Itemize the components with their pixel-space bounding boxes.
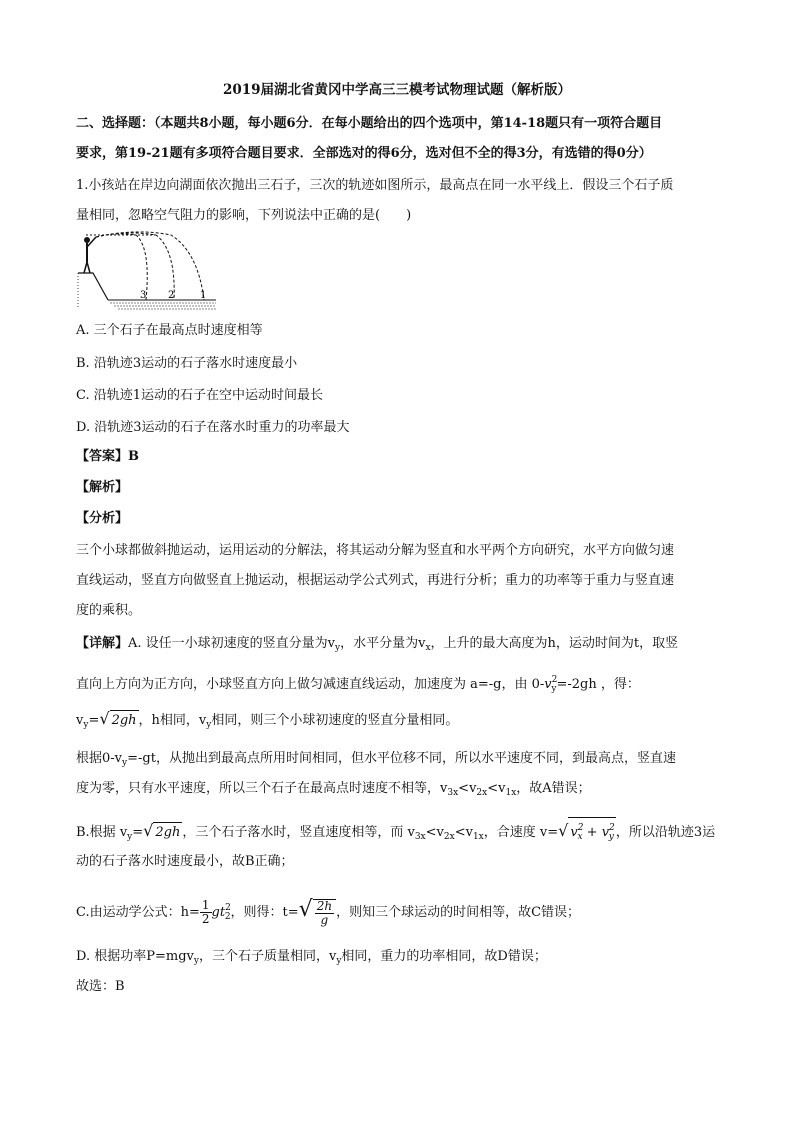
section-heading-line1: 二、选择题：（本题共8小题，每小题6分．在每小题给出的四个选项中，第14-18题只有一项符合题目 — [76, 116, 663, 131]
detail-line9: D. 根据功率P=mgv$_y$，三个石子质量相同，$v_y$相同，重力的功率相同，故D错误； — [76, 949, 547, 966]
analysis-label: 【解析】 — [76, 480, 129, 495]
sqrt-vx2-vy2: $v^2_x + v^2_y$ — [568, 817, 616, 847]
option-d: D. 沿轨迹3运动的石子在落水时重力的功率最大 — [76, 420, 350, 435]
figure-label-1: 1 — [200, 290, 207, 301]
detail-line2: 直向上方向为正方向，小球竖直方向上做匀减速直线运动，加速度为 a=-g，由 $0-v^2_y=-2gh$ ，得： — [76, 675, 640, 694]
xiangjie-label: 【详解】 — [76, 636, 129, 651]
fraction-half: $\frac{1}{2}$ — [201, 898, 210, 926]
fenxi-label: 【分析】 — [76, 511, 129, 526]
option-b: B. 沿轨迹3运动的石子落水时速度最小 — [76, 356, 298, 371]
trajectory-figure — [76, 228, 226, 318]
fenxi-line3: 度的乘积。 — [76, 603, 142, 618]
question-stem-line2: 量相同，忽略空气阻力的影响，下列说法中正确的是( ) — [76, 208, 412, 223]
fenxi-line1: 三个小球都做斜抛运动，运用运动的分解法，将其运动分解为竖直和水平两个方向研究，水平方向做匀速 — [76, 543, 675, 558]
section-heading-line2: 要求，第19-21题有多项符合题目要求．全部选对的得6分，选对但不全的得3分，有选错的得0分） — [76, 146, 652, 161]
conclusion: 故选：B — [76, 979, 125, 994]
option-a: A. 三个石子在最高点时速度相等 — [76, 323, 263, 338]
detail-line4: 根据$0-v_y=-gt$，从抛出到最高点所用时间相同，但水平位移不同，所以水平速度不同，到最高点，竖直速 — [76, 751, 676, 768]
figure-label-3: 3 — [140, 290, 147, 301]
detail-line5: 度为零，只有水平速度，所以三个石子在最高点时速度不相等，$v_{3x}<v_{2x}<v_{1x}$，故A错误； — [76, 781, 591, 798]
fenxi-line2: 直线运动，竖直方向做竖直上抛运动，根据运动学公式列式，再进行分析；重力的功率等于重力与竖直速 — [76, 573, 675, 588]
figure-label-2: 2 — [168, 290, 175, 301]
detail-line6: B.根据 $v_y=√$ 2gh ，三个石子落水时，竖直速度相等，而 $v_{3x}<v_{2x}<v_{1x}$，合速度 v=√ $v^2_x + v^2_y$ ，所以沿轨迹3运 — [76, 817, 726, 847]
detail-line7: 动的石子落水时速度最小，故B正确； — [76, 854, 294, 869]
sqrt-2gh: 2gh — [110, 710, 139, 731]
page-title: 2019届湖北省黄冈中学高三三模考试物理试题（解析版） — [222, 82, 572, 98]
answer-line: 【答案】B — [76, 449, 139, 464]
fraction-2h-g: $\frac{2h}{g}$ — [316, 898, 333, 927]
question-stem-line1: 1.小孩站在岸边向湖面依次抛出三石子，三次的轨迹如图所示，最高点在同一水平线上．假设三个石子质 — [76, 178, 674, 193]
detail-line8: C.由运动学公式：h= $\frac{1}{2}$ $gt^2_2$，则得：t=√ $\frac{2h}{g}$ ，则知三个球运动的时间相等，故C错误； — [76, 897, 581, 927]
detail-line3: $v_y=√$ 2gh ，h相同，$v_y$相同，则三个小球初速度的竖直分量相同。 — [76, 709, 459, 730]
option-c: C. 沿轨迹1运动的石子在空中运动时间最长 — [76, 388, 324, 403]
detail-line1: 【详解】A. 设任一小球初速度的竖直分量为$v_y$，水平分量为$v_x$，上升的最大高度为h，运动时间为t，取竖 — [76, 636, 679, 653]
